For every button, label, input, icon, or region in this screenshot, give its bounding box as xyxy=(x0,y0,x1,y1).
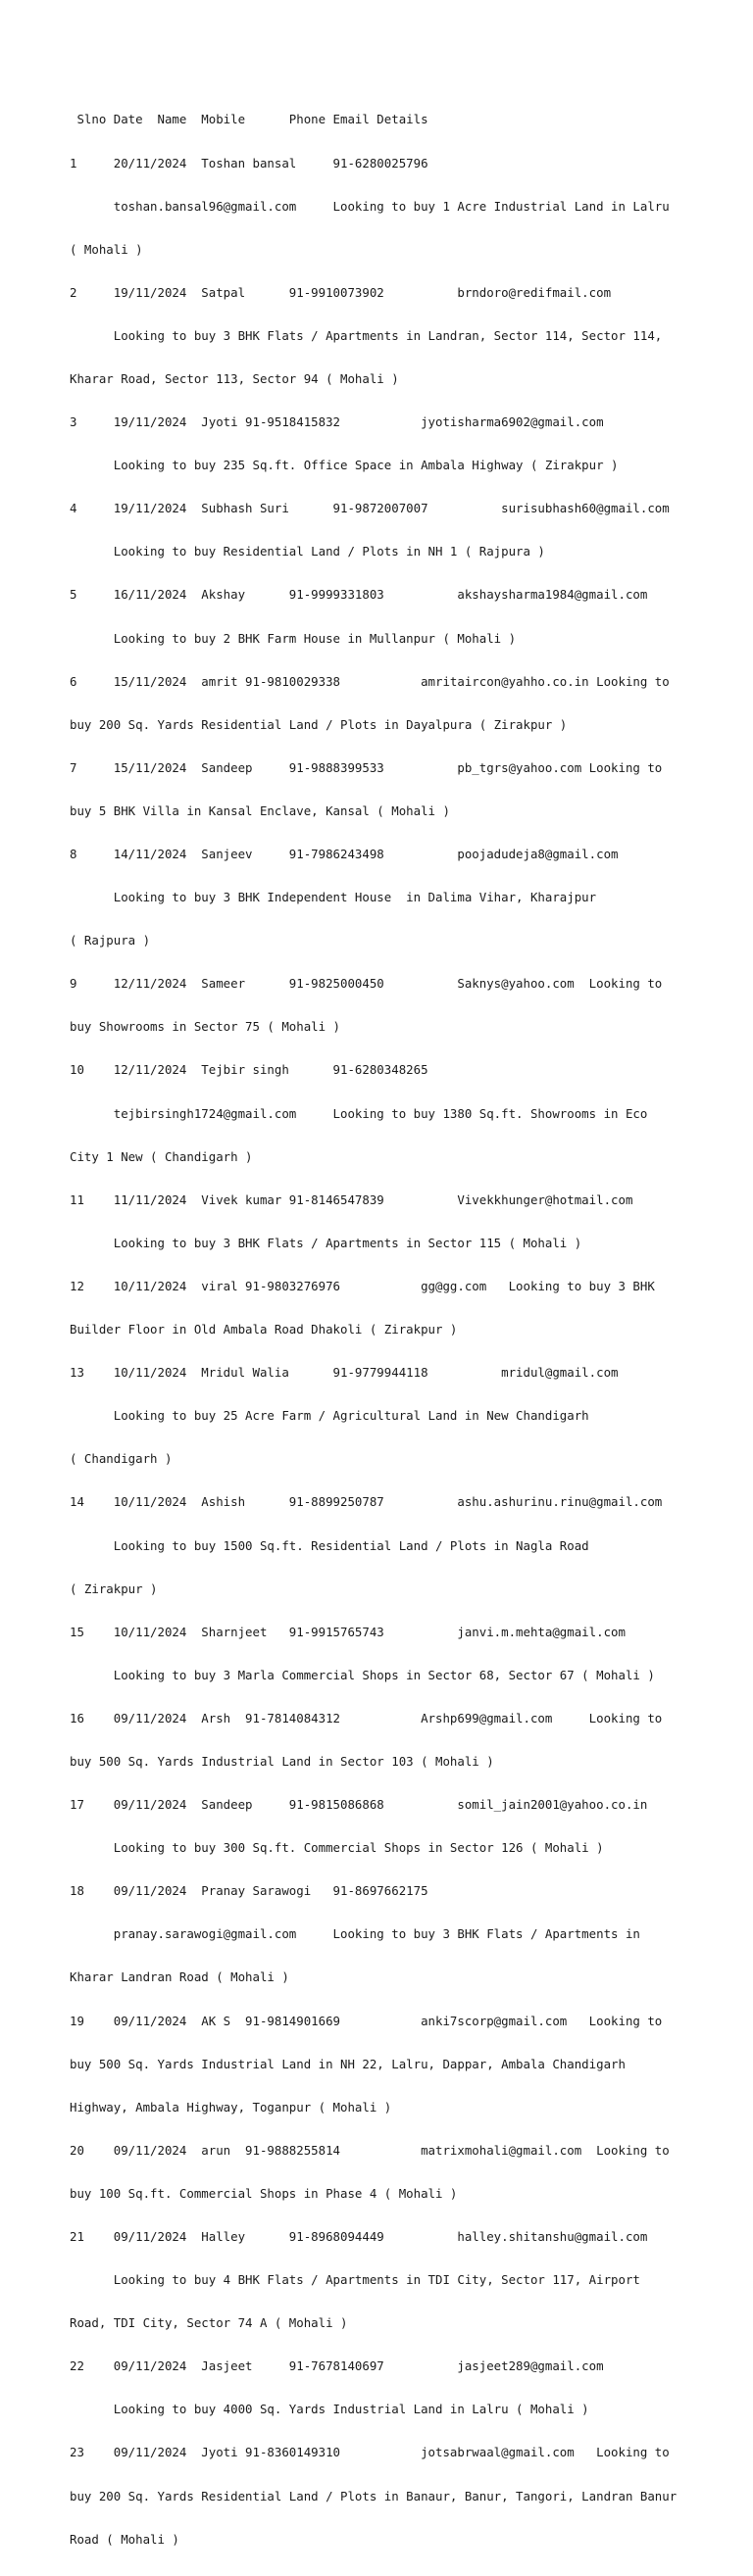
text-line: Road ( Mohali ) xyxy=(70,2531,179,2547)
text-line: Looking to buy 3 BHK Flats / Apartments in Sector 115 ( Mohali ) xyxy=(70,1235,582,1250)
text-line: 14 10/11/2024 Ashish 91-8899250787 ashu.ashurinu.rinu@gmail.com xyxy=(70,1494,663,1510)
text-line: 5 16/11/2024 Akshay 91-9999331803 akshaysharma1984@gmail.com xyxy=(70,587,648,603)
text-line: pranay.sarawogi@gmail.com Looking to buy 3 BHK Flats / Apartments in xyxy=(70,1926,640,1942)
text-line: buy 500 Sq. Yards Industrial Land in NH 22, Lalru, Dappar, Ambala Chandigarh xyxy=(70,2056,626,2071)
text-line: buy 200 Sq. Yards Residential Land / Plots in Dayalpura ( Zirakpur ) xyxy=(70,716,568,732)
text-line: Looking to buy 3 Marla Commercial Shops in Sector 68, Sector 67 ( Mohali ) xyxy=(70,1667,655,1682)
text-line: tejbirsingh1724@gmail.com Looking to buy 1380 Sq.ft. Showrooms in Eco xyxy=(70,1105,648,1121)
text-line: Road, TDI City, Sector 74 A ( Mohali ) xyxy=(70,2315,348,2331)
text-line: 7 15/11/2024 Sandeep 91-9888399533 pb_tgrs@yahoo.com Looking to xyxy=(70,759,663,775)
text-line: City 1 New ( Chandigarh ) xyxy=(70,1148,253,1164)
text-line: 23 09/11/2024 Jyoti 91-8360149310 jotsabrwaal@gmail.com Looking to xyxy=(70,2445,670,2460)
text-line: 17 09/11/2024 Sandeep 91-9815086868 somil_jain2001@yahoo.co.in xyxy=(70,1797,648,1813)
text-line: 13 10/11/2024 Mridul Walia 91-9779944118 mridul@gmail.com xyxy=(70,1365,619,1381)
text-line: toshan.bansal96@gmail.com Looking to buy 1 Acre Industrial Land in Lalru xyxy=(70,198,670,214)
text-line: 15 10/11/2024 Sharnjeet 91-9915765743 janvi.m.mehta@gmail.com xyxy=(70,1624,626,1639)
text-line: 19 09/11/2024 AK S 91-9814901669 anki7scorp@gmail.com Looking to xyxy=(70,2013,663,2028)
text-line: buy 5 BHK Villa in Kansal Enclave, Kansal ( Mohali ) xyxy=(70,802,450,818)
text-line: buy 500 Sq. Yards Industrial Land in Sector 103 ( Mohali ) xyxy=(70,1753,494,1769)
text-line: Kharar Road, Sector 113, Sector 94 ( Mohali ) xyxy=(70,370,399,386)
text-line: Kharar Landran Road ( Mohali ) xyxy=(70,1969,289,1985)
text-line: buy 200 Sq. Yards Residential Land / Plots in Banaur, Banur, Tangori, Landran Banur xyxy=(70,2488,678,2503)
text-line: 16 09/11/2024 Arsh 91-7814084312 Arshp699@gmail.com Looking to xyxy=(70,1710,663,1725)
text-line: 11 11/11/2024 Vivek kumar 91-8146547839 Vivekkhunger@hotmail.com xyxy=(70,1191,633,1207)
text-line: Looking to buy 300 Sq.ft. Commercial Shops in Sector 126 ( Mohali ) xyxy=(70,1840,604,1856)
leads-text-block xyxy=(70,84,687,2576)
text-line: Looking to buy 4 BHK Flats / Apartments in TDI City, Sector 117, Airport xyxy=(70,2272,640,2288)
text-line: Looking to buy 1500 Sq.ft. Residential Land / Plots in Nagla Road xyxy=(70,1537,589,1553)
text-line: 10 12/11/2024 Tejbir singh 91-6280348265 xyxy=(70,1062,428,1078)
text-line: 3 19/11/2024 Jyoti 91-9518415832 jyotisharma6902@gmail.com xyxy=(70,414,604,430)
text-line: ( Zirakpur ) xyxy=(70,1580,158,1596)
text-line: 21 09/11/2024 Halley 91-8968094449 halley.shitanshu@gmail.com xyxy=(70,2229,648,2244)
text-line: 22 09/11/2024 Jasjeet 91-7678140697 jasjeet289@gmail.com xyxy=(70,2358,604,2374)
text-line: 2 19/11/2024 Satpal 91-9910073902 brndoro@redifmail.com xyxy=(70,284,612,300)
text-line: 20 09/11/2024 arun 91-9888255814 matrixmohali@gmail.com Looking to xyxy=(70,2142,670,2158)
text-line: 1 20/11/2024 Toshan bansal 91-6280025796 xyxy=(70,155,428,170)
text-line: Looking to buy 2 BHK Farm House in Mullanpur ( Mohali ) xyxy=(70,630,517,646)
text-line: Looking to buy 3 BHK Flats / Apartments in Landran, Sector 114, Sector 114, xyxy=(70,327,663,343)
text-line: Builder Floor in Old Ambala Road Dhakoli ( Zirakpur ) xyxy=(70,1322,458,1337)
text-line: Highway, Ambala Highway, Toganpur ( Mohali ) xyxy=(70,2099,392,2114)
text-line: ( Rajpura ) xyxy=(70,933,151,948)
text-line: Looking to buy 3 BHK Independent House in Dalima Vihar, Kharajpur xyxy=(70,890,597,905)
text-line: Looking to buy 25 Acre Farm / Agricultural Land in New Chandigarh xyxy=(70,1408,589,1424)
header-line: Slno Date Name Mobile Phone Email Details xyxy=(70,112,428,127)
text-line: buy 100 Sq.ft. Commercial Shops in Phase 4 ( Mohali ) xyxy=(70,2185,458,2201)
text-line: Looking to buy 4000 Sq. Yards Industrial Land in Lalru ( Mohali ) xyxy=(70,2402,589,2417)
text-line: Looking to buy 235 Sq.ft. Office Space in Ambala Highway ( Zirakpur ) xyxy=(70,458,619,473)
text-line: ( Chandigarh ) xyxy=(70,1451,173,1467)
text-line: Looking to buy Residential Land / Plots in NH 1 ( Rajpura ) xyxy=(70,544,545,559)
text-line: buy Showrooms in Sector 75 ( Mohali ) xyxy=(70,1019,341,1035)
text-line: 18 09/11/2024 Pranay Sarawogi 91-8697662175 xyxy=(70,1883,428,1899)
text-line: 12 10/11/2024 viral 91-9803276976 gg@gg.com Looking to buy 3 BHK xyxy=(70,1278,655,1293)
text-line: 8 14/11/2024 Sanjeev 91-7986243498 poojadudeja8@gmail.com xyxy=(70,847,619,861)
text-line: 4 19/11/2024 Subhash Suri 91-9872007007 surisubhash60@gmail.com xyxy=(70,501,670,516)
text-line: 6 15/11/2024 amrit 91-9810029338 amritaircon@yahho.co.in Looking to xyxy=(70,673,670,689)
text-line: ( Mohali ) xyxy=(70,241,143,257)
text-line: 9 12/11/2024 Sameer 91-9825000450 Saknys@yahoo.com Looking to xyxy=(70,976,663,992)
